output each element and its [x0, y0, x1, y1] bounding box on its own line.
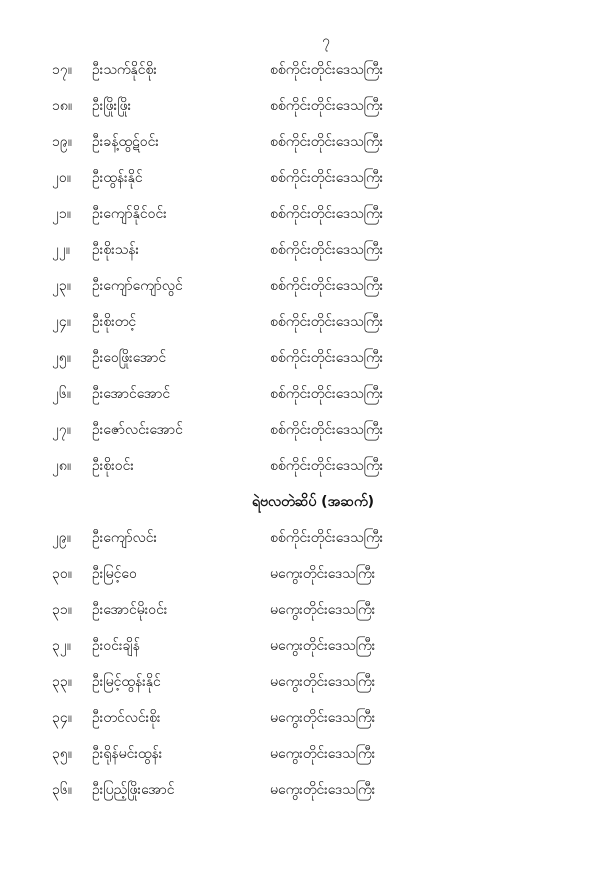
item-number: ၃၄။ [52, 710, 72, 726]
item-region: စစ်ကိုင်းတိုင်းဒေသကြီး [270, 134, 384, 150]
item-name: ဦးစိုးတင့် [92, 314, 137, 330]
item-region: မကွေးတိုင်းဒေသကြီး [270, 602, 376, 618]
item-region: စစ်ကိုင်းတိုင်းဒေသကြီး [270, 62, 384, 78]
item-number: ၁၇။ [52, 62, 72, 78]
item-region: စစ်ကိုင်းတိုင်းဒေသကြီး [270, 170, 384, 186]
list-item [0, 454, 612, 490]
item-name: ဦးကျော်ကျော်လွင် [92, 278, 183, 294]
member-group-1 [0, 58, 612, 490]
item-name: ဦးစိုးသန်း [92, 242, 140, 258]
item-region: စစ်ကိုင်းတိုင်းဒေသကြီး [270, 386, 384, 402]
list-item [0, 742, 612, 778]
section-heading [0, 490, 612, 526]
list-item [0, 58, 612, 94]
item-number: ၂၀။ [52, 170, 71, 186]
item-region: စစ်ကိုင်းတိုင်းဒေသကြီး [270, 458, 384, 474]
item-region: စစ်ကိုင်းတိုင်းဒေသကြီး [270, 278, 384, 294]
item-number: ၂၆။ [52, 386, 71, 402]
item-region: မကွေးတိုင်းဒေသကြီး [270, 710, 376, 726]
list-item [0, 238, 612, 274]
item-number: ၁၈။ [52, 98, 73, 114]
member-list [0, 58, 612, 814]
list-item [0, 526, 612, 562]
item-number: ၂၇။ [52, 422, 71, 438]
item-name: ဦးပြည့်ဖြိုးအောင် [92, 782, 175, 798]
list-item [0, 670, 612, 706]
page-number: ၇ [322, 33, 330, 49]
item-number: ၃၂။ [52, 638, 71, 654]
list-item [0, 598, 612, 634]
item-name: ဦးရိုန်မင်းထွန်း [92, 746, 163, 762]
item-number: ၃၀။ [52, 566, 72, 582]
item-name: ဦးအောင်မိုးဝင်း [92, 602, 168, 618]
item-name: ဦးဝင်းချိန် [92, 638, 140, 654]
item-number: ၂၉။ [52, 530, 71, 546]
item-number: ၂၅။ [52, 350, 71, 366]
item-region: စစ်ကိုင်းတိုင်းဒေသကြီး [270, 422, 384, 438]
item-number: ၃၃။ [52, 674, 72, 690]
list-item [0, 346, 612, 382]
item-number: ၂၂။ [52, 242, 70, 258]
item-number: ၃၁။ [52, 602, 72, 618]
item-name: ဦးသက်နိုင်စိုး [92, 62, 157, 78]
item-region: စစ်ကိုင်းတိုင်းဒေသကြီး [270, 206, 384, 222]
item-name: ဦးမြင့်ထွန်းနိုင် [92, 674, 161, 690]
item-name: ဦးအောင်အောင် [92, 386, 171, 402]
list-item [0, 778, 612, 814]
item-name: ဦးမြင့်ဝေ [92, 566, 137, 582]
item-number: ၃၆။ [52, 782, 72, 798]
item-name: ဦးဖြိုးဖြိုး [92, 98, 132, 114]
item-number: ၁၉။ [52, 134, 72, 150]
item-number: ၂၁။ [52, 206, 71, 222]
item-name: ဦးကျော်နိုင်ဝင်း [92, 206, 167, 222]
list-item [0, 634, 612, 670]
item-name: ဦးခန့်ထွဋ်ဝင်း [92, 134, 159, 150]
item-name: ဦးတင်လင်းစိုး [92, 710, 161, 726]
item-number: ၂၈။ [52, 458, 72, 474]
list-item [0, 562, 612, 598]
list-item [0, 310, 612, 346]
list-item [0, 418, 612, 454]
item-number: ၂၄။ [52, 314, 71, 330]
item-name: ဦးဇော်လင်းအောင် [92, 422, 183, 438]
item-region: မကွေးတိုင်းဒေသကြီး [270, 782, 376, 798]
item-name: ဦးဝေဖြိုးအောင် [92, 350, 167, 366]
item-region: စစ်ကိုင်းတိုင်းဒေသကြီး [270, 242, 384, 258]
section-heading-text: ရဲဗလတဲဆိပ် (အဆက်) [252, 494, 375, 510]
item-name: ဦးကျော်လင်း [92, 530, 158, 546]
item-region: မကွေးတိုင်းဒေသကြီး [270, 638, 376, 654]
item-region: စစ်ကိုင်းတိုင်းဒေသကြီး [270, 314, 384, 330]
list-item [0, 166, 612, 202]
item-name: ဦးထွန်းနိုင် [92, 170, 143, 186]
item-region: မကွေးတိုင်းဒေသကြီး [270, 566, 376, 582]
item-region: မကွေးတိုင်းဒေသကြီး [270, 674, 376, 690]
item-name: ဦးစိုးဝင်း [92, 458, 134, 474]
item-region: မကွေးတိုင်းဒေသကြီး [270, 746, 376, 762]
member-group-2 [0, 526, 612, 814]
list-item [0, 706, 612, 742]
item-number: ၃၅။ [52, 746, 72, 762]
list-item [0, 130, 612, 166]
item-region: စစ်ကိုင်းတိုင်းဒေသကြီး [270, 530, 384, 546]
list-item [0, 202, 612, 238]
list-item [0, 274, 612, 310]
list-item [0, 94, 612, 130]
item-region: စစ်ကိုင်းတိုင်းဒေသကြီး [270, 98, 384, 114]
list-item [0, 382, 612, 418]
item-region: စစ်ကိုင်းတိုင်းဒေသကြီး [270, 350, 384, 366]
item-number: ၂၃။ [52, 278, 71, 294]
